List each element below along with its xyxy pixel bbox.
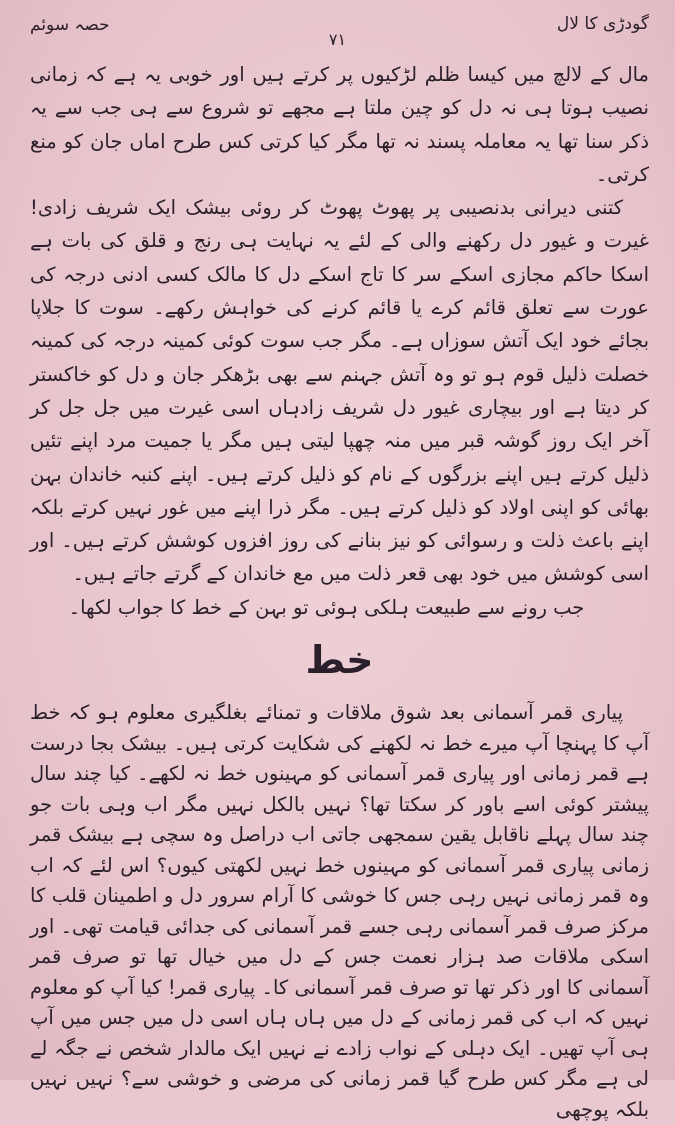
part-label: حصہ سوئم [30,15,110,35]
letter-text [30,698,649,1125]
section-title: خط [305,638,374,683]
letter-paragraph: پیاری قمر آسمانی بعد شوق ملاقات و تمنائے بغلگیری معلوم ہو کہ خط آپ کا پہنچا آپ میرے خط نہ لکھنے کی شکایت کرتی ہیں۔ بیشک بجا درست ہے قمر زمانی اور پیاری قمر آسمانی کو مہینوں خط نہ لکھے۔ کیا چند سال پیشتر کوئی اسے باور کر سکتا تھا؟ نہیں بالکل نہیں مگر اب وہی بات جو چند سال پہلے ناقابل یقین سمجھی جاتی اب دراصل وہ سچی ہے بیشک قمر زمانی پیاری قمر آسمانی کو مہینوں خط نہیں لکھتی کیوں؟ اس لئے کہ اب وہ قمر زمانی نہیں رہی جس کا خوشی کا آرام سرور دل و اطمینان قلب کا مرکز صرف قمر آسمانی رہی جسے قمر آسمانی کی جدائی قیامت تھی۔ اور اسکی ملاقات صد ہزار نعمت جس کے دل میں خیال تھا تو صرف قمر آسمانی کا اور ذکر تھا تو صرف قمر آسمانی کا۔ پیاری قمر! کیا آپ کو معلوم نہیں کہ اب کی قمر زمانی کے دل میں ہاں ہاں اسی دل میں جس میں آپ ہی آپ تھیں۔ ایک دہلی کے نواب زادے نے نہیں ایک مالدار شخص نے جگہ لے لی ہے مگر کس طرح گیا قمر زمانی کی مرضی و خوشی سے؟ نہیں نہیں بلکہ پوچھی [30,701,649,1121]
page-number: ۷۱ [328,30,347,49]
paragraph-1: مال کے لالچ میں کیسا ظلم لڑکیوں پر کرتے ہیں اور خوبی یہ ہے کہ زمانی نصیب ہوتا ہی نہ دل کو چین ملتا ہے مجھے تو شروع سے ہی جب سے یہ ذکر سنا تھا یہ معاملہ پسند نہ تھا مگر کیا کرتی کس طرح اماں جان کو منع کرتی۔ [30,63,649,186]
paragraph-3: جب رونے سے طبیعت ہلکی ہوئی تو بہن کے خط کا جواب لکھا۔ [68,595,585,619]
body-text [30,58,649,624]
book-title: گودڑی کا لال [556,14,649,34]
paragraph-2: کتنی دیرانی بدنصیبی پر پھوٹ پھوٹ کر روئی بیشک ایک شریف زادی! غیرت و غیور دل رکھنے والی کے لئے یہ نہایت ہی رنج و قلق کی بات ہے اسکا حاکم مجازی اسکے سر کا تاج اسکے دل کا مالک کسی ادنی درجہ کی عورت سے تعلق قائم کرے یا قائم کرنے کی خواہش رکھے۔ سوت کا جلاپا بجائے خود ایک آتش سوزاں ہے۔ مگر جب سوت کوئی کمینہ درجہ کی کمینہ خصلت ذلیل قوم ہو تو وہ آتش جہنم سے بھی بڑھکر جان و دل کو خاکستر کر دیتا ہے اور بیچاری غیور دل شریف زادہاں اسی غیرت میں جل جل کر آخر ایک روز گوشہ قبر میں منہ چھپا لیتی ہیں مگر یا جمیت مرد اپنے تئیں ذلیل کرتے ہیں اپنے بزرگوں کے نام کو ذلیل کرتے ہیں۔ اپنے کنبہ خاندان بہن بھائی کو اپنی اولاد کو ذلیل کرتے ہیں۔ مگر ذرا اپنے میں غور نہیں کرتے بلکہ اپنے باعث ذلت و رسوائی کو نیز بنانے کی روز افزوں کوشش کرتے ہیں۔ اور اسی کوشش میں خود بھی قعر ذلت میں مع خاندان کے گرتے جاتے ہیں۔ [30,196,649,586]
